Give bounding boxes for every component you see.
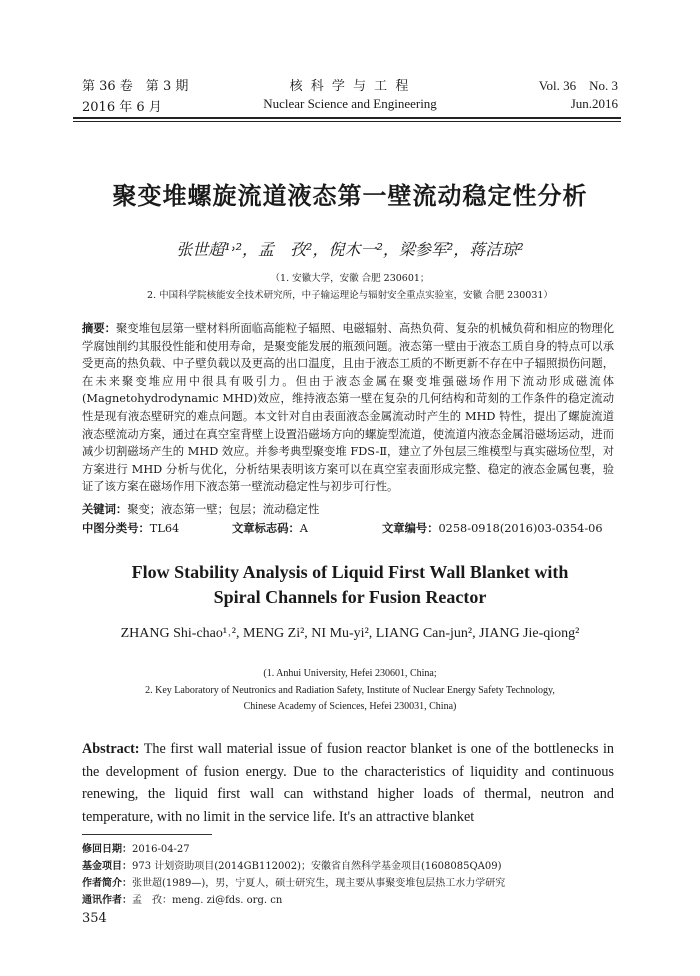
footnote-text: 973 计划资助项目(2014GB112002)；安徽省自然科学基金项目(1608085QA09) [132, 861, 502, 872]
header-date-en: Jun.2016 [570, 96, 618, 111]
doc-code-label: 文章标志码： [232, 521, 300, 535]
page-number: 354 [82, 911, 107, 926]
abstract-en [82, 738, 614, 828]
footnote-text: 张世超(1989—)，男，宁夏人，硕士研究生，现主要从事聚变堆包层热工水力学研究 [132, 878, 506, 889]
doc-code-value: A [299, 522, 308, 535]
abstract-cn-label: 摘要： [82, 321, 116, 335]
footnote-fund [82, 857, 502, 872]
clc-label: 中图分类号： [82, 521, 150, 535]
affiliation-en-1: (1. Anhui University, Hefei 230601, China; [263, 668, 437, 679]
title-en-line-1: Flow Stability Analysis of Liquid First Wall Blanket with [131, 562, 569, 582]
footnote-corresponding [82, 891, 282, 906]
footnote-label: 通讯作者： [82, 895, 132, 906]
keywords-cn [82, 501, 614, 517]
affiliation-cn-1: （1. 安徽大学，安徽 合肥 230601； [270, 273, 430, 284]
affiliation-cn-2: 2. 中国科学院核能安全技术研究所，中子输运理论与辐射安全重点实验室，安徽 合肥 230031） [147, 290, 553, 301]
title-en [0, 560, 700, 610]
affiliation-en-3: Chinese Academy of Sciences, Hefei 230031, China) [243, 701, 457, 712]
abstract-en-label: Abstract: [82, 741, 140, 757]
header-volume-en: Vol. 36 No. 3 [538, 78, 618, 93]
header-rule-thick [73, 117, 621, 119]
footnote-label: 基金项目： [82, 861, 132, 872]
footnote-label: 修回日期： [82, 844, 132, 855]
article-number-label: 文章编号： [382, 521, 439, 535]
header-journal-cn: 核 科 学 与 工 程 [289, 79, 411, 94]
footnote-text: 2016-04-27 [132, 844, 190, 855]
footnote-label: 作者简介： [82, 878, 132, 889]
title-en-line-2: Spiral Channels for Fusion Reactor [213, 587, 487, 607]
footnote-revised [82, 840, 190, 855]
affiliation-en-2: 2. Key Laboratory of Neutronics and Radiation Safety, Institute of Nuclear Energy Safety Technology, [145, 685, 555, 696]
article-number-value: 0258-0918(2016)03-0354-06 [438, 522, 603, 535]
authors-en: ZHANG Shi-chao¹˒², MENG Zi², NI Mu-yi², LIANG Can-jun², JIANG Jie-qiong² [120, 626, 580, 641]
abstract-en-text: The first wall material issue of fusion reactor blanket is one of the bottlenecks in the development of fusion energy. Due to the characteristics of liquidity and continuous renewing, the liquid first wall can withstand higher loads of thermal, neutron and temperature, with no limit in the service life. It's an attractive blanket [82, 741, 614, 825]
footnote-rule [82, 834, 212, 835]
abstract-cn [82, 320, 614, 496]
keywords-cn-label: 关键词： [82, 502, 128, 516]
footnote-author-bio [82, 874, 505, 889]
title-cn: 聚变堆螺旋流道液态第一壁流动稳定性分析 [112, 181, 588, 210]
abstract-cn-text: 聚变堆包层第一壁材料所面临高能粒子辐照、电磁辐射、高热负荷、复杂的机械负荷和相应的物理化学腐蚀削约其服役性能和使用寿命，是聚变能发展的瓶颈问题。液态第一壁由于液态工质自身的特点可以承受更高的热负载、中子壁负载以及更高的出口温度，且由于液态工质的不断更新不存在中子辐照损伤问题，在未来聚变堆应用中很具有吸引力。但由于液态金属在聚变堆强磁场作用下流动形成磁流体(Magnetohydrodynamic MHD)效应，维持液态第一壁在复杂的几何结构和苛刻的工作条件的稳定流动性是现有液态壁研究的难点问题。本文针对自由表面液态金属流动时产生的 MHD 特性，提出了螺旋流道液态壁流动方案，通过在真空室背壁上设置沿磁场方向的螺旋型流道，使流道内液态金属沿磁场运动，进而减少切割磁场产生的 MHD 效应。并参考典型聚变堆 FDS-Ⅱ，建立了外包层三维模型与真实磁场位型，对方案进行 MHD 分析与优化，分析结果表明该方案可以在真空室表面形成完整、稳定的液态金属包裹，验证了该方案在磁场作用下液态第一壁流动稳定性与初步可行性。 [82, 322, 614, 494]
header-date-cn: 2016 年 6 月 [82, 100, 162, 115]
footnote-text: 孟 孜：meng. zi@fds. org. cn [132, 895, 283, 906]
header-rule-thin [73, 121, 621, 122]
authors-cn: 张世超¹˒²，孟 孜²，倪木一²，梁参军²，蒋洁琼² [176, 240, 524, 259]
header-journal-en: Nuclear Science and Engineering [263, 96, 437, 111]
keywords-cn-text: 聚变；液态第一壁；包层；流动稳定性 [127, 503, 320, 516]
header-volume-cn: 第 36 卷 第 3 期 [82, 79, 189, 94]
clc-value: TL64 [149, 522, 180, 535]
